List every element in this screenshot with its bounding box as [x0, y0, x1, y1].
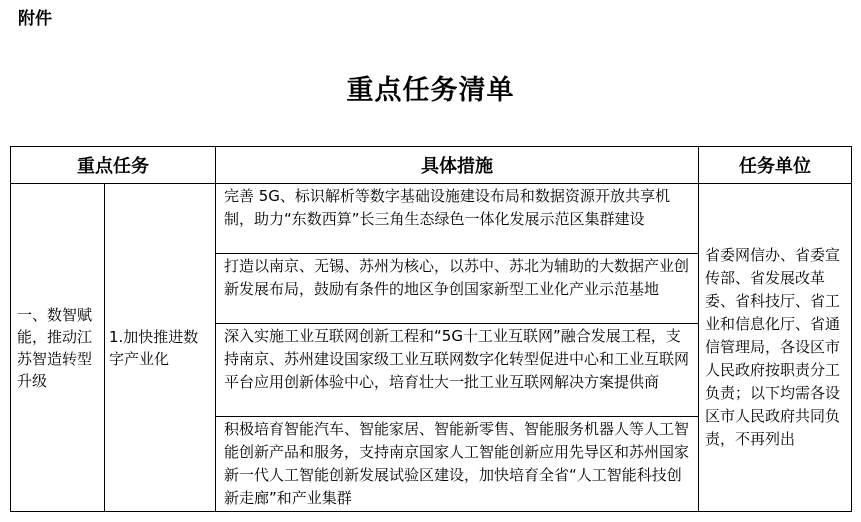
measure-cell: 完善 5G、标识解析等数字基础设施建设布局和数据资源开放共享机制，助力“东数西算”长三角生态绿色一体化发展示范区集群建设: [216, 184, 699, 254]
table-row: [11, 184, 852, 254]
attachment-label: 附件: [18, 9, 52, 29]
task-category-cell: 一、数智赋能，推动江苏智造转型升级: [11, 184, 105, 512]
measure-cell: 打造以南京、无锡、苏州为核心，以苏中、苏北为辅助的大数据产业创新发展布局，鼓励有条件的地区争创国家新型工业化产业示范基地: [216, 254, 699, 324]
task-table: [10, 146, 852, 512]
measure-cell: 深入实施工业互联网创新工程和“5G十工业互联网”融合发展工程，支持南京、苏州建设国家级工业互联网数字化转型促进中心和工业互联网平台应用创新体验中心，培育壮大一批工业互联网解决方案提供商: [216, 324, 699, 417]
responsible-units-cell: 省委网信办、省委宣传部、省发展改革委、省科技厅、省工业和信息化厅、省通信管理局，各设区市人民政府按职责分工负责；以下均需各设区市人民政府共同负责，不再列出: [699, 184, 852, 512]
column-header-units: 任务单位: [699, 147, 852, 184]
column-header-key-tasks: 重点任务: [11, 147, 216, 184]
column-header-measures: 具体措施: [216, 147, 699, 184]
page-title: 重点任务清单: [346, 75, 515, 106]
subtask-cell: 1.加快推进数字产业化: [105, 184, 216, 512]
measure-cell: 积极培育智能汽车、智能家居、智能新零售、智能服务机器人等人工智能创新产品和服务，支持南京国家人工智能创新应用先导区和苏州国家新一代人工智能创新发展试验区建设，加快培育全省“人工智能科技创新走廊”和产业集群: [216, 417, 699, 512]
table-header-row: [11, 147, 852, 184]
